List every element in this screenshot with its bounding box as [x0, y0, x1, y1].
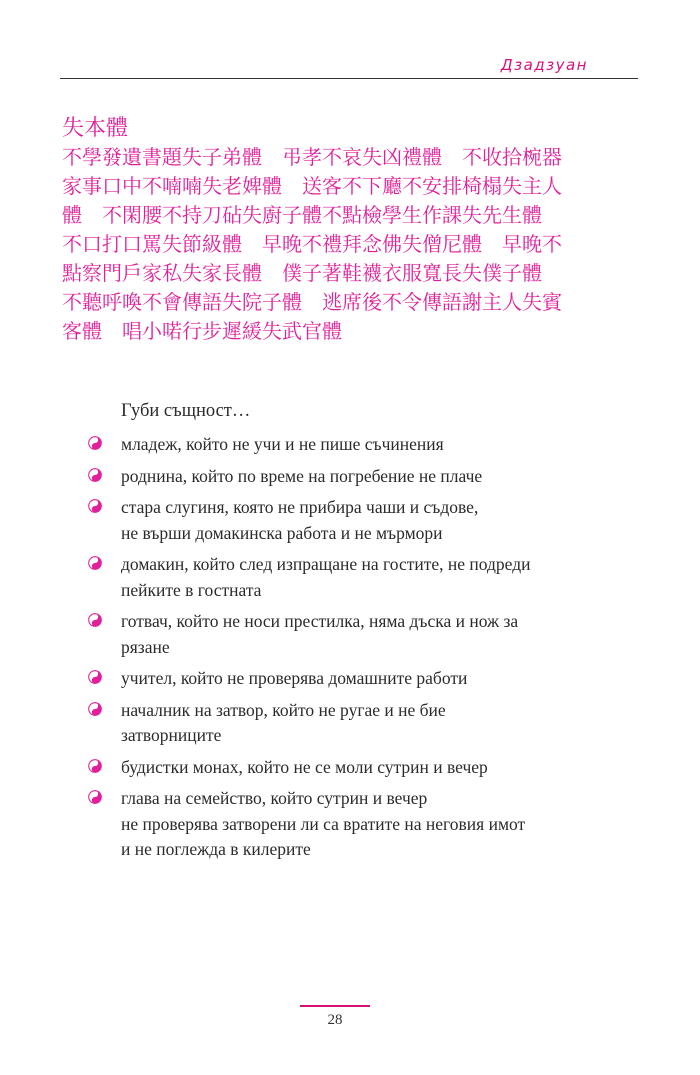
list-item-line: учител, който не проверява домашните работи: [121, 668, 468, 688]
list-item-line: не проверява затворени ли са вратите на неговия имот: [121, 813, 526, 834]
list-item: [88, 552, 608, 603]
running-header: Дзадзуан: [500, 56, 588, 74]
list-item-line: стара слугиня, която не прибира чаши и съдове,: [121, 497, 479, 517]
yin-yang-icon: [88, 670, 102, 684]
list-item: [88, 432, 608, 458]
list-item: [88, 464, 608, 490]
list-item: [88, 609, 608, 660]
list-item: [88, 755, 608, 781]
yin-yang-icon: [88, 556, 102, 570]
list-item-line: рязане: [121, 636, 170, 657]
yin-yang-icon: [88, 790, 102, 804]
list-item: [88, 495, 608, 546]
chinese-line: 不學發遺書題失子弟體 弔孝不哀失凶禮體 不收拾椀器: [62, 145, 562, 169]
list-item-line: глава на семейство, който сутрин и вечер: [121, 788, 428, 808]
chinese-line: 不口打口罵失節級體 早晚不禮拜念佛失僧尼體 早晚不: [62, 232, 562, 256]
yin-yang-icon: [88, 436, 102, 450]
chinese-line: 點察門戶家私失家長體 僕子著鞋襪衣服寬長失僕子體: [62, 261, 542, 285]
list-item-line: роднина, който по време на погребение не плаче: [121, 465, 483, 486]
list-intro: Губи същност…: [121, 401, 251, 421]
chinese-text-block: [62, 143, 602, 346]
header-divider: [60, 78, 638, 79]
chinese-line: 客體 唱小喏行步遲緩失武官體: [62, 319, 342, 343]
page-number: 28: [327, 1012, 343, 1028]
list-item: [88, 698, 608, 749]
list-item-line: младеж, който не учи и не пише съчинения: [121, 434, 444, 454]
list-item-line: затворниците: [121, 725, 222, 745]
yin-yang-icon: [88, 499, 102, 513]
list-item-line: не върши домакинска работа и не мърмори: [121, 522, 443, 543]
yin-yang-icon: [88, 613, 102, 627]
list-item: [88, 666, 608, 692]
list-item-line: готвач, който не носи престилка, няма дъска и нож за: [121, 611, 519, 631]
chinese-line: 體 不閑腰不持刀砧失廚子體不點檢學生作課失先生體: [62, 203, 542, 227]
yin-yang-icon: [88, 702, 102, 716]
list-item-line: пейките в гостната: [121, 579, 262, 600]
chinese-title: 失本體: [62, 116, 129, 141]
yin-yang-icon: [88, 759, 102, 773]
list-item: [88, 786, 608, 863]
list-item-line: и не поглежда в килерите: [121, 839, 311, 859]
chinese-line: 家事口中不喃喃失老婢體 送客不下廳不安排椅榻失主人: [62, 174, 562, 198]
footer-divider: [300, 1005, 370, 1007]
chinese-line: 不聽呼喚不會傳語失院子體 逃席後不令傳語謝主人失賓: [62, 290, 562, 314]
list-item-line: началник на затвор, който не ругае и не бие: [121, 699, 446, 720]
yin-yang-icon: [88, 468, 102, 482]
list-item-line: будистки монах, който не се моли сутрин и вечер: [121, 756, 488, 777]
list-item-line: домакин, който след изпращане на гостите, не подреди: [121, 554, 531, 574]
translation-list: [88, 432, 608, 869]
